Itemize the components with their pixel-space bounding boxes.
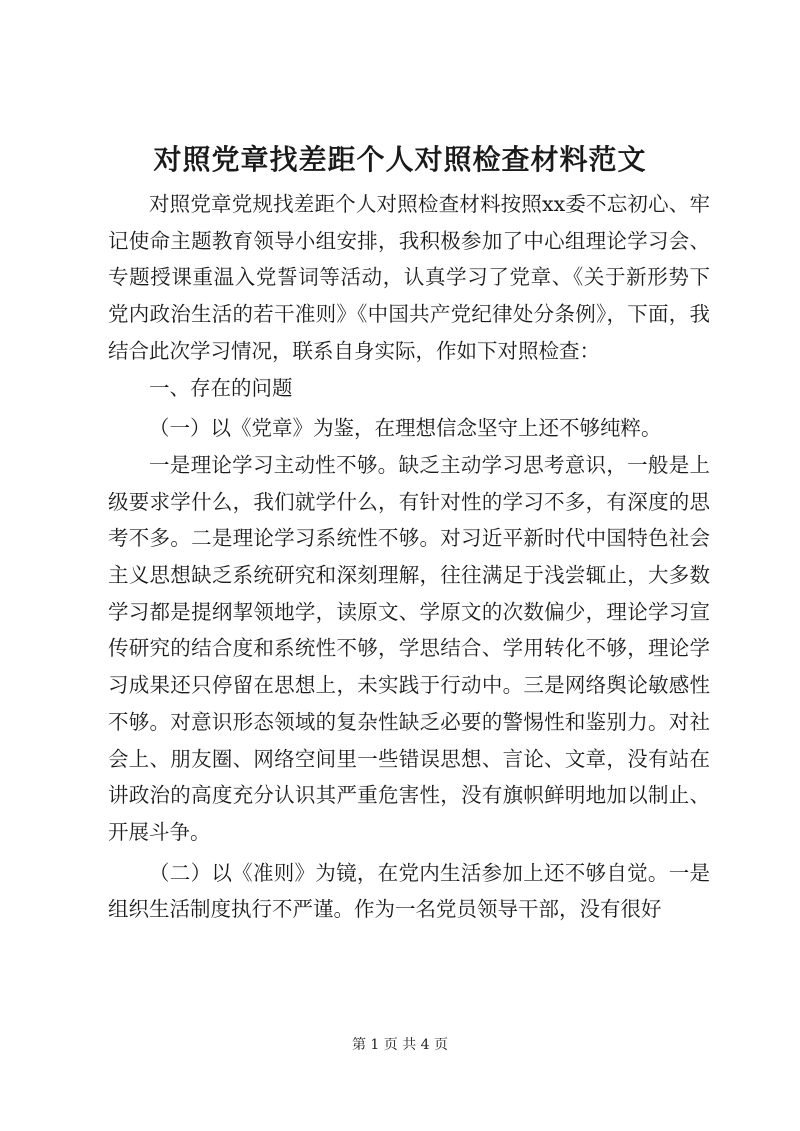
document-body	[108, 186, 710, 928]
page-footer: 第 1 页 共 4 页	[351, 1037, 449, 1053]
intro-paragraph: 对照党章党规找差距个人对照检查材料按照xx委不忘初心、牢记使命主题教育领导小组安排，我积极参加了中心组理论学习会、专题授课重温入党誓词等活动，认真学习了党章、《关于新形势下党内政治生活的若干准则》《中国共产党纪律处分条例》，下面，我结合此次学习情况，联系自身实际，作如下对照检查：	[108, 192, 710, 363]
body-paragraph-1: 一是理论学习主动性不够。缺乏主动学习思考意识，一般是上级要求学什么，我们就学什么，有针对性的学习不多，有深度的思考不多。二是理论学习系统性不够。对习近平新时代中国特色社会主义思想缺乏系统研究和深刻理解，往往满足于浅尝辄止，大多数学习都是提纲挈领地学，读原文、学原文的次数偏少，理论学习宣传研究的结合度和系统性不够，学思结合、学用转化不够，理论学习成果还只停留在思想上，未实践于行动中。三是网络舆论敏感性不够。对意识形态领域的复杂性缺乏必要的警惕性和鉴别力。对社会上、朋友圈、网络空间里一些错误思想、言论、文章，没有站在讲政治的高度充分认识其严重危害性，没有旗帜鲜明地加以制止、开展斗争。	[108, 452, 710, 844]
document-title: 对照党章找差距个人对照检查材料范文	[153, 143, 647, 176]
section-heading: 一、存在的问题	[149, 375, 293, 400]
subsection-heading-1: （一）以《党章》为鉴，在理想信念坚守上还不够纯粹。	[149, 416, 662, 441]
subsection-heading-2: （二）以《准则》为镜，在党内生活参加上还不够自觉。一是组织生活制度执行不严谨。作为一名党员领导干部，没有很好	[108, 860, 710, 922]
